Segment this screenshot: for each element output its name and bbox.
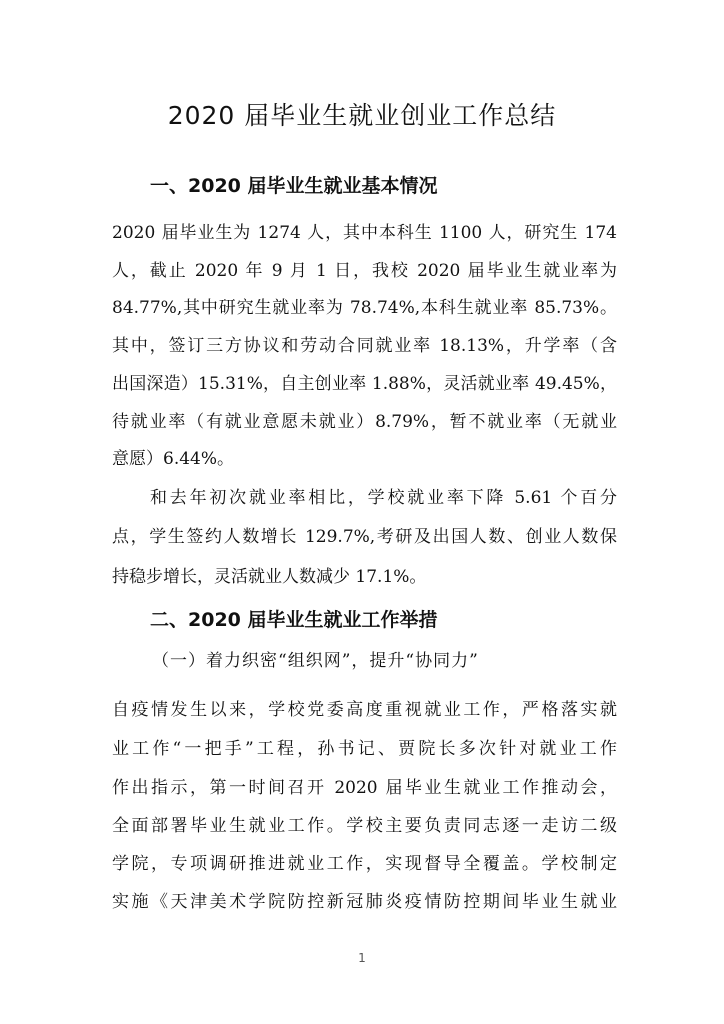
text-line: 意愿）6.44%。 <box>112 449 235 469</box>
text-line: 其中，签订三方协议和劳动合同就业率 18.13%，升学率（含 <box>112 336 617 356</box>
text-line: 实施《天津美术学院防控新冠肺炎疫情防控期间毕业生就业 <box>112 892 617 912</box>
text-line: 84.77%,其中研究生就业率为 78.74%,本科生就业率 85.73%。 <box>112 298 617 318</box>
text-line: 持稳步增长，灵活就业人数减少 17.1%。 <box>112 567 427 587</box>
text-line: 2020 届毕业生为 1274 人，其中本科生 1100 人，研究生 174 <box>112 223 617 243</box>
document-title: 2020 届毕业生就业创业工作总结 <box>167 101 557 130</box>
page-number: 1 <box>358 951 366 965</box>
section-2-heading: 二、2020 届毕业生就业工作举措 <box>150 609 438 631</box>
section-2-subheading: （一）着力织密“组织网”，提升“协同力” <box>152 651 479 671</box>
text-line: 自疫情发生以来，学校党委高度重视就业工作，严格落实就 <box>112 700 617 720</box>
section-1-heading: 一、2020 届毕业生就业基本情况 <box>150 175 438 197</box>
text-line: 作出指示，第一时间召开 2020 届毕业生就业工作推动会， <box>112 778 617 798</box>
text-line: 点，学生签约人数增长 129.7%,考研及出国人数、创业人数保 <box>112 527 617 547</box>
text-line: 人，截止 2020 年 9 月 1 日，我校 2020 届毕业生就业率为 <box>112 261 617 281</box>
text-line: 和去年初次就业率相比，学校就业率下降 5.61 个百分 <box>150 488 617 508</box>
text-line: 学院，专项调研推进就业工作，实现督导全覆盖。学校制定 <box>112 854 617 874</box>
text-line: 出国深造）15.31%，自主创业率 1.88%，灵活就业率 49.45%， <box>112 374 617 394</box>
text-line: 待就业率（有就业意愿未就业）8.79%，暂不就业率（无就业 <box>112 412 617 432</box>
text-line: 业工作“一把手”工程，孙书记、贾院长多次针对就业工作 <box>112 739 617 759</box>
text-line: 全面部署毕业生就业工作。学校主要负责同志逐一走访二级 <box>112 816 617 836</box>
